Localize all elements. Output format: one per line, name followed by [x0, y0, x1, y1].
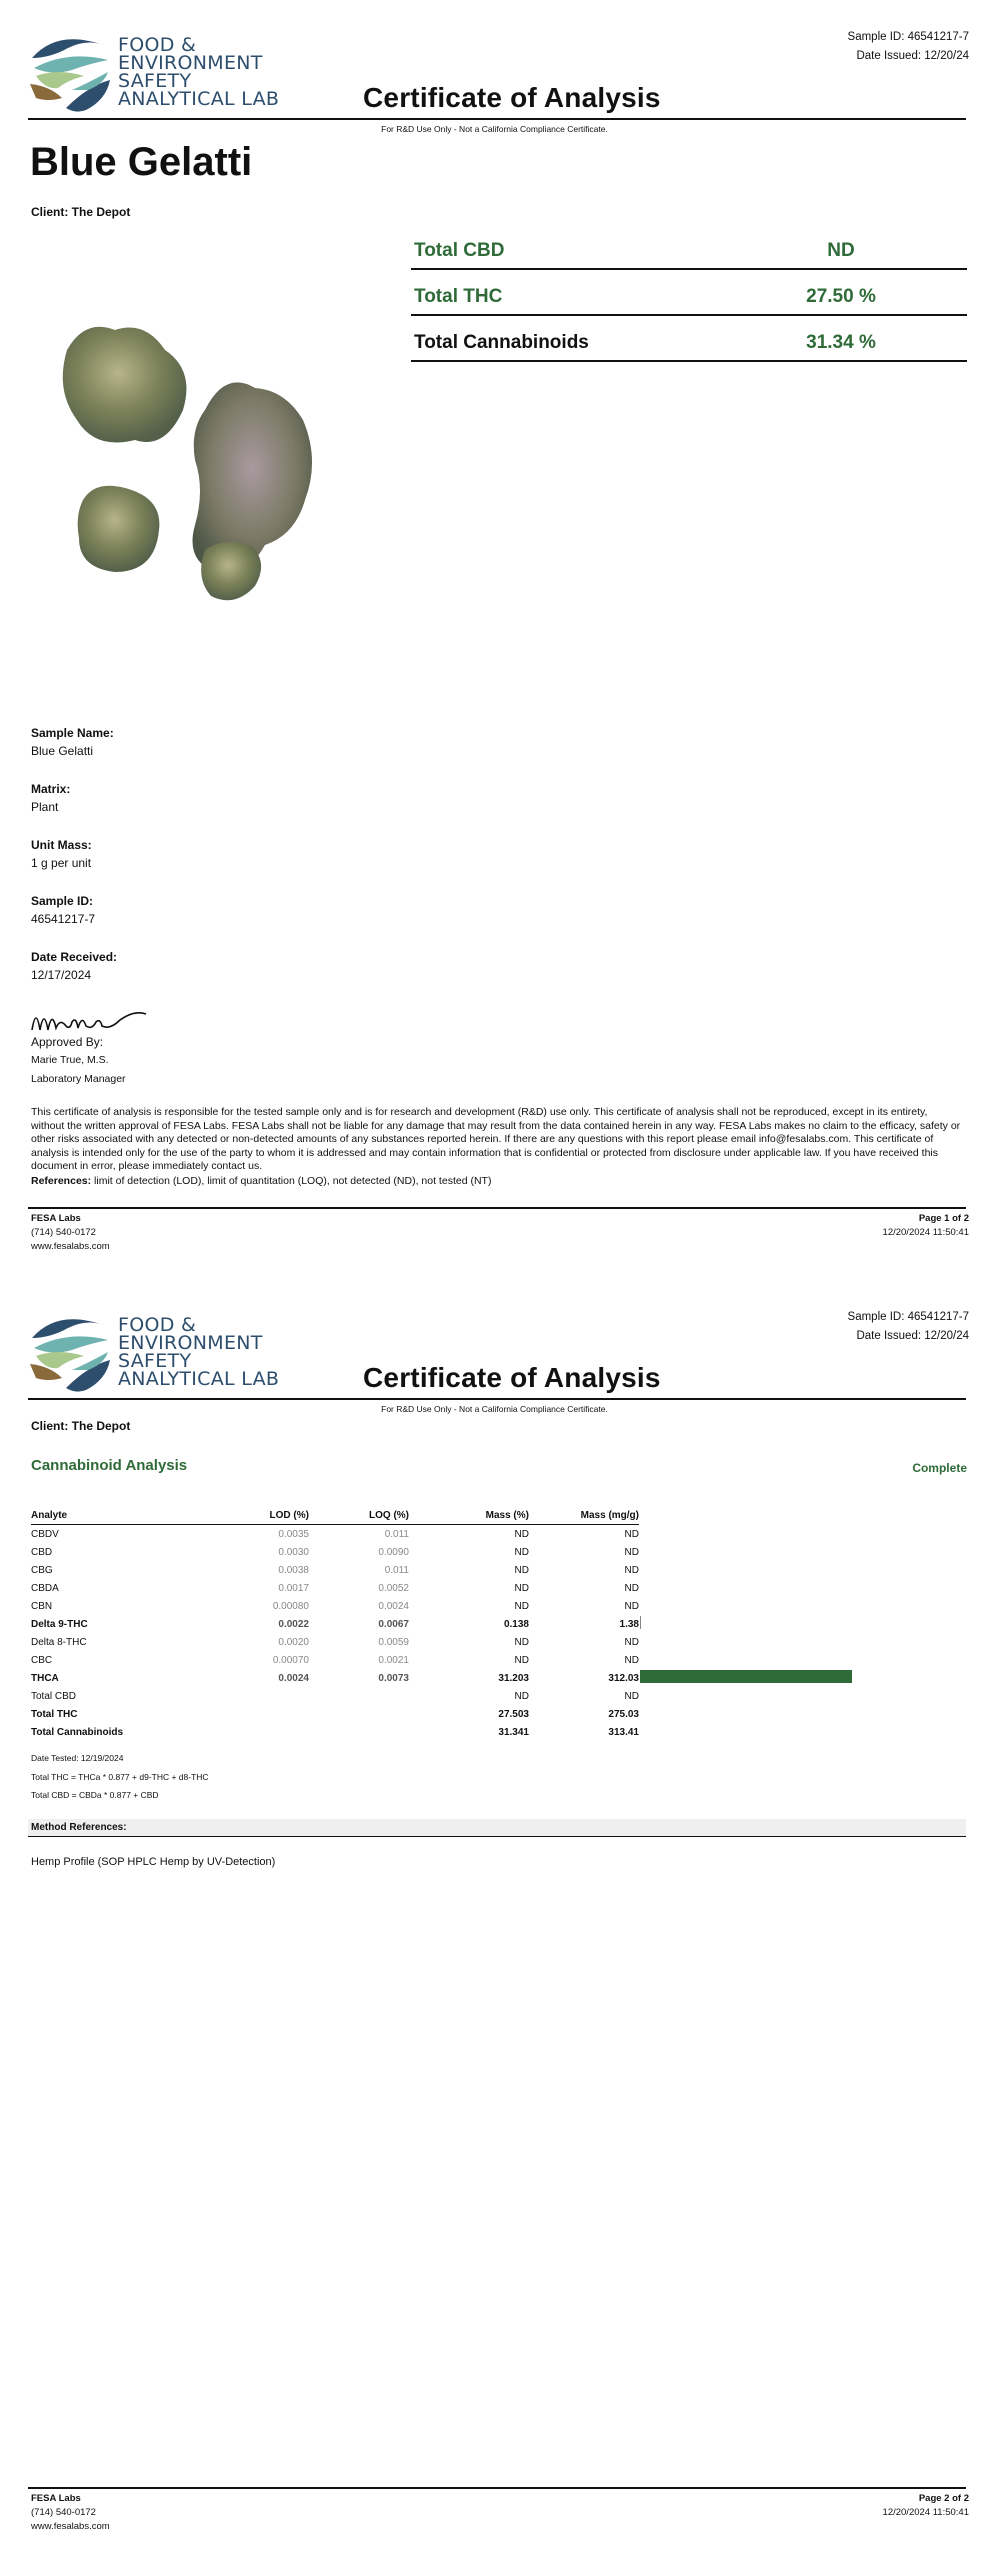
- cell-lod: 0.0020: [278, 1636, 309, 1648]
- lab-logo-text: [118, 1316, 279, 1388]
- logo-line: ENVIRONMENT: [118, 52, 263, 74]
- timestamp: 12/20/2024 11:50:41: [882, 1227, 969, 1238]
- field-label: Sample ID:: [31, 894, 94, 908]
- footer-right: [883, 2492, 969, 2520]
- logo-line: ANALYTICAL LAB: [118, 1368, 280, 1390]
- date-issued: Date Issued: 12/20/24: [856, 1330, 969, 1342]
- field-label: Date Received:: [31, 950, 118, 964]
- approved-by-label: Approved By:: [31, 1035, 104, 1049]
- references-text: limit of detection (LOD), limit of quantitation (LOQ), not detected (ND), not tested (NT): [94, 1175, 492, 1187]
- footer-divider: [28, 2487, 966, 2489]
- total-thc-label: Total THC: [414, 286, 503, 307]
- lab-website: www.fesalabs.com: [31, 1241, 110, 1252]
- field-value: Plant: [31, 800, 59, 814]
- timestamp: 12/20/2024 11:50:41: [882, 2507, 969, 2518]
- cell-analyte: CBN: [31, 1600, 53, 1612]
- cell-mass-mg: ND: [624, 1636, 639, 1648]
- cell-mass-mg: ND: [624, 1546, 639, 1558]
- cell-mass-pct: ND: [514, 1582, 529, 1594]
- cell-analyte: CBDA: [31, 1582, 59, 1594]
- cannabinoid-table: [31, 1506, 639, 1741]
- logo-line: ANALYTICAL LAB: [118, 88, 280, 110]
- cell-mass-mg: 1.38: [619, 1618, 639, 1630]
- table-row: [31, 1705, 639, 1723]
- lab-website: www.fesalabs.com: [31, 2521, 110, 2532]
- cell-mass-mg: ND: [624, 1564, 639, 1576]
- date-tested: Date Tested: 12/19/2024: [31, 1753, 124, 1763]
- cell-analyte: THCA: [31, 1672, 59, 1684]
- cell-loq: 0.0067: [378, 1618, 409, 1630]
- cell-loq: [309, 1687, 409, 1705]
- footer-left: [31, 1212, 110, 1254]
- total-cannabinoids-value: 31.34 %: [806, 332, 876, 353]
- total-thc-value: 27.50 %: [806, 286, 876, 307]
- logo-line: FOOD &: [118, 34, 197, 56]
- cell-mass-pct: ND: [514, 1564, 529, 1576]
- cell-analyte: Delta 8-THC: [31, 1636, 87, 1648]
- cell-loq: 0.0073: [378, 1672, 409, 1684]
- header-divider: [28, 1398, 966, 1400]
- cell-loq: [309, 1723, 409, 1741]
- cell-analyte: Total THC: [31, 1708, 78, 1720]
- total-cbd-label: Total CBD: [414, 240, 505, 261]
- cell-analyte: Total Cannabinoids: [31, 1726, 124, 1738]
- logo-line: SAFETY: [118, 70, 192, 92]
- col-mass-pct: Mass (%): [485, 1509, 529, 1521]
- section-title: Cannabinoid Analysis: [31, 1457, 188, 1474]
- method-header: [28, 1819, 966, 1837]
- status-badge: Complete: [912, 1461, 967, 1475]
- signature: [30, 1000, 150, 1036]
- cell-lod: 0.0035: [278, 1528, 309, 1540]
- total-cannabinoids-row: [411, 322, 967, 362]
- table-row: [31, 1633, 639, 1651]
- cell-lod: 0.0017: [278, 1582, 309, 1594]
- cell-mass-pct: ND: [514, 1636, 529, 1648]
- header-meta: [848, 28, 969, 66]
- cell-loq: 0.011: [384, 1528, 409, 1540]
- cell-mass-mg: 313.41: [608, 1726, 639, 1738]
- table-row: [31, 1723, 639, 1741]
- client-name: Client: The Depot: [31, 1419, 131, 1433]
- rd-note: For R&D Use Only - Not a California Compliance Certificate.: [381, 1404, 608, 1414]
- method-text: Hemp Profile (SOP HPLC Hemp by UV-Detection): [31, 1856, 276, 1868]
- table-row: [31, 1597, 639, 1615]
- cell-lod: [221, 1723, 309, 1741]
- cell-mass-pct: ND: [514, 1600, 529, 1612]
- cell-mass-mg: ND: [624, 1528, 639, 1540]
- lab-logo-icon: [28, 1308, 112, 1394]
- lab-name: FESA Labs: [31, 2493, 81, 2504]
- cell-mass-pct: ND: [514, 1528, 529, 1540]
- header-divider: [28, 118, 966, 120]
- cell-lod: 0.0030: [278, 1546, 309, 1558]
- table-header-row: [31, 1506, 639, 1525]
- cell-mass-pct: ND: [514, 1546, 529, 1558]
- cell-mass-pct: ND: [514, 1690, 529, 1702]
- rd-note: For R&D Use Only - Not a California Compliance Certificate.: [381, 124, 608, 134]
- lab-phone: (714) 540-0172: [31, 1227, 96, 1238]
- table-row: [31, 1615, 639, 1633]
- cell-loq: 0.0024: [378, 1600, 409, 1612]
- cell-analyte: CBC: [31, 1654, 53, 1666]
- field-value: 1 g per unit: [31, 856, 92, 870]
- cell-loq: 0.0059: [378, 1636, 409, 1648]
- cell-lod: 0.0024: [278, 1672, 309, 1684]
- cell-analyte: Delta 9-THC: [31, 1618, 88, 1630]
- field-value: 46541217-7: [31, 912, 96, 926]
- cell-mass-pct: 0.138: [503, 1618, 529, 1630]
- cell-mass-mg: ND: [624, 1654, 639, 1666]
- lab-phone: (714) 540-0172: [31, 2507, 96, 2518]
- cell-loq: [309, 1705, 409, 1723]
- footer-left: [31, 2492, 110, 2534]
- cell-analyte: Total CBD: [31, 1690, 77, 1702]
- table-row: [31, 1579, 639, 1597]
- cell-loq: 0.0021: [378, 1654, 409, 1666]
- cell-loq: 0.0052: [378, 1582, 409, 1594]
- date-issued: Date Issued: 12/20/24: [856, 50, 969, 62]
- cell-mass-mg: 312.03: [608, 1672, 639, 1684]
- total-cbd-row: [411, 230, 967, 270]
- cell-mass-mg: 275.03: [608, 1708, 639, 1720]
- cell-loq: 0.0090: [378, 1546, 409, 1558]
- table-row: [31, 1687, 639, 1705]
- footer-right: [883, 1212, 969, 1240]
- lab-logo-icon: [28, 28, 112, 114]
- lab-logo-text: [118, 36, 279, 108]
- header-meta: [848, 1308, 969, 1346]
- logo-line: ENVIRONMENT: [118, 1332, 263, 1354]
- cell-analyte: CBDV: [31, 1528, 59, 1540]
- field-value: Blue Gelatti: [31, 744, 94, 758]
- col-lod: LOD (%): [269, 1509, 309, 1521]
- table-row: [31, 1543, 639, 1561]
- page-number: Page 1 of 2: [918, 1213, 969, 1224]
- page-title: Certificate of Analysis: [363, 82, 661, 113]
- mass-bar: [640, 1616, 641, 1629]
- cell-analyte: CBG: [31, 1564, 53, 1576]
- cell-mass-mg: ND: [624, 1600, 639, 1612]
- table-row: [31, 1525, 639, 1544]
- cell-lod: [221, 1705, 309, 1723]
- col-loq: LOQ (%): [369, 1509, 409, 1521]
- cell-mass-pct: ND: [514, 1654, 529, 1666]
- mass-bar: [640, 1670, 852, 1683]
- references: [31, 1175, 491, 1187]
- cell-mass-mg: ND: [624, 1690, 639, 1702]
- page-2: [0, 1280, 989, 2560]
- cell-mass-pct: 31.341: [498, 1726, 529, 1738]
- logo-line: SAFETY: [118, 1350, 192, 1372]
- total-thc-row: [411, 276, 967, 316]
- field-value: 12/17/2024: [31, 968, 92, 982]
- field-label: Matrix:: [31, 782, 71, 796]
- cell-lod: 0.0022: [278, 1618, 309, 1630]
- col-analyte: Analyte: [31, 1509, 68, 1521]
- cell-lod: [221, 1687, 309, 1705]
- approver-name: Marie True, M.S.: [31, 1054, 109, 1066]
- client-name: Client: The Depot: [31, 205, 131, 219]
- table-row: [31, 1561, 639, 1579]
- logo-line: FOOD &: [118, 1314, 197, 1336]
- footer-divider: [28, 1207, 966, 1209]
- sample-id: Sample ID: 46541217-7: [847, 1311, 969, 1323]
- product-name: Blue Gelatti: [30, 140, 253, 184]
- references-label: References:: [31, 1175, 92, 1187]
- sample-id: Sample ID: 46541217-7: [847, 31, 969, 43]
- table-row: [31, 1669, 639, 1687]
- page-title: Certificate of Analysis: [363, 1362, 661, 1393]
- cell-mass-pct: 31.203: [498, 1672, 529, 1684]
- cell-lod: 0.00070: [272, 1654, 309, 1666]
- cell-loq: 0.011: [384, 1564, 409, 1576]
- table-row: [31, 1651, 639, 1669]
- col-mass-mg: Mass (mg/g): [580, 1509, 639, 1521]
- cell-mass-pct: 27.503: [498, 1708, 529, 1720]
- cell-analyte: CBD: [31, 1546, 53, 1558]
- total-cannabinoids-label: Total Cannabinoids: [414, 332, 589, 353]
- cell-lod: 0.0038: [278, 1564, 309, 1576]
- approver-title: Laboratory Manager: [31, 1073, 126, 1085]
- disclaimer: This certificate of analysis is responsible for the tested sample only and is for research and development (R&D) use only. This certificate of analysis shall not be reproduced, except in its entirety, without the written approval of FESA Labs. FESA Labs shall not be liable for any damage that may result from the data contained herein in any way. FESA Labs makes no claim to the efficacy, safety or other risks associated with any detected or non-detected amounts of any substances reported herein. If there are any questions with this report please email info@fesalabs.com. This certificate of analysis is intended only for the use of the party to whom it is addressed and may contain information that is confidential or protected from disclosure under applicable law. If you have received this document in error, please immediately contact us.: [31, 1106, 961, 1173]
- lab-name: FESA Labs: [31, 1213, 81, 1224]
- page-number: Page 2 of 2: [918, 2493, 969, 2504]
- formula-cbd: Total CBD = CBDa * 0.877 + CBD: [31, 1790, 159, 1800]
- product-photo: [55, 310, 335, 610]
- cell-lod: 0.00080: [272, 1600, 309, 1612]
- field-label: Sample Name:: [31, 726, 114, 740]
- total-cbd-value: ND: [827, 240, 855, 261]
- formula-thc: Total THC = THCa * 0.877 + d9-THC + d8-THC: [31, 1772, 209, 1782]
- cell-mass-mg: ND: [624, 1582, 639, 1594]
- field-label: Unit Mass:: [31, 838, 92, 852]
- method-label: Method References:: [31, 1822, 127, 1833]
